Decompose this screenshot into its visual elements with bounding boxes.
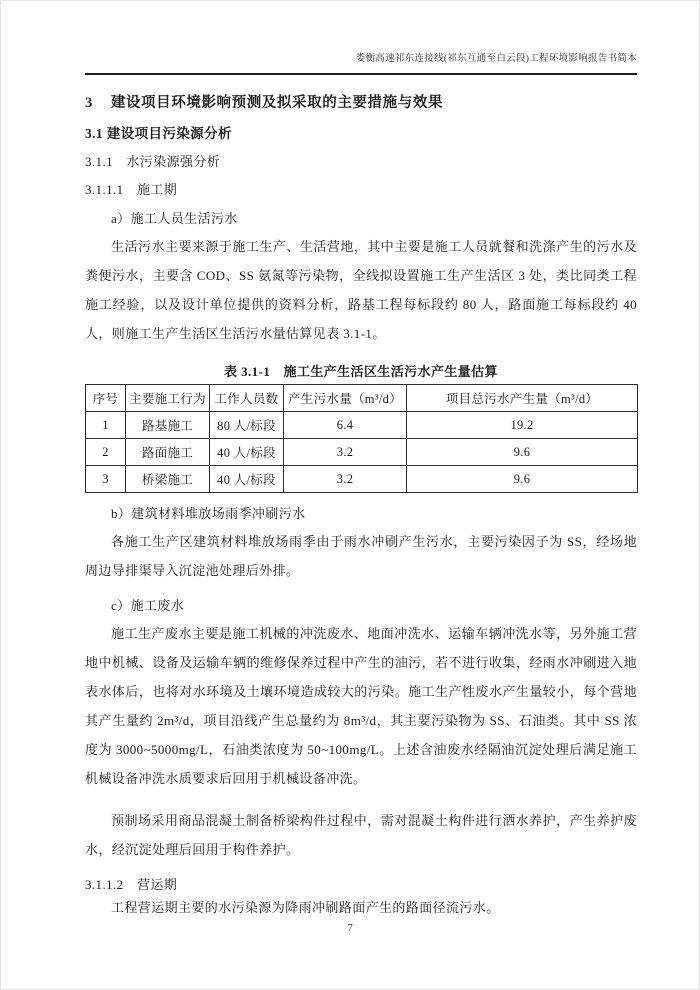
table-header-cell: 产生污水量（m³/d）: [284, 385, 407, 412]
table-cell: 1: [86, 412, 126, 439]
table-cell: 19.2: [407, 412, 638, 439]
heading-chapter-3: [85, 94, 637, 112]
heading-3-1-1-1: 3.1.1.1 施工期: [85, 182, 178, 197]
table-cell: 40 人/标段: [210, 439, 284, 466]
table-cell: 路基施工: [126, 412, 210, 439]
table-caption: 表 3.1-1 施工生产生活区生活污水产生量估算: [224, 364, 498, 379]
table-header-cell: 工作人员数: [210, 385, 284, 412]
table-header-cell: 项目总污水产生量（m³/d）: [407, 385, 638, 412]
table-cell: 3.2: [284, 439, 407, 466]
table-row: [86, 466, 638, 493]
table-header-row: [86, 385, 638, 412]
paragraph-precast-curing: 预制场采用商品混凝土制备桥梁构件过程中，需对混凝土构件进行洒水养护，产生养护废水，经沉淀处理后回用于构件养护。: [85, 813, 637, 857]
table-cell: 40 人/标段: [210, 466, 284, 493]
page-number: 7: [347, 922, 353, 934]
table-row: [86, 412, 638, 439]
table-cell: 2: [86, 439, 126, 466]
paragraph-operation-period: 工程营运期主要的水污染源为降雨冲刷路面产生的路面径流污水。: [111, 900, 500, 915]
running-header: 娄衡高速祁东连接线(祁东互通至白云段)工程环境影响报告书简本: [85, 52, 637, 75]
paragraph-material-stockpile: 各施工生产区建筑材料堆放场雨季由于雨水冲刷产生污水，主要污染因子为 SS，经场地周边导排渠导入沉淀池处理后外排。: [85, 534, 637, 578]
heading-3-1-1: 3.1.1 水污染源强分析: [85, 154, 221, 169]
paragraph-construction-wastewater: 施工生产废水主要是施工机械的冲洗废水、地面冲洗水、运输车辆冲洗水等，另外施工营地中机械、设备及运输车辆的维修保养过程中产生的油污，若不进行收集，经雨水冲刷进入地表水体后，也将对水环境及土壤环境造成较大的污染。施工生产性废水产生量较小，每个营地其产生量约 2m³/d，项目沿线产生总量约为 8m³/d，其主要污染物为 SS、石油类。其中 SS 浓度为 3000~5000mg/L，石油类浓度为 50~100mg/L。上述含油废水经隔油沉淀处理后满足施工机械设备冲洗水质要求后回用于机械设备冲洗。: [85, 626, 637, 786]
heading-3-1: 3.1 建设项目污染源分析: [85, 126, 232, 141]
list-item-c: c）施工废水: [111, 598, 185, 613]
list-item-a: a）施工人员生活污水: [111, 211, 238, 226]
table-cell: 6.4: [284, 412, 407, 439]
table-cell: 桥梁施工: [126, 466, 210, 493]
table-header-cell: 主要施工行为: [126, 385, 210, 412]
heading-chapter-number: 3: [85, 95, 93, 111]
heading-3-1-1-2: 3.1.1.2 营运期: [85, 877, 178, 892]
paragraph-domestic-sewage: 生活污水主要来源于施工生产、生活营地，其中主要是施工人员就餐和洗涤产生的污水及粪便污水，主要含 COD、SS 氨氮等污染物，全线拟设置施工生产生活区 3 处，类比同类工程施工经验，以及设计单位提供的资料分析，路基工程每标段约 80 人，路面施工每标段约 40 人，则施工生产生活区生活污水量估算见表 3.1-1。: [85, 239, 637, 341]
table-header-cell: 序号: [86, 385, 126, 412]
sewage-estimate-table: [85, 384, 638, 493]
table-cell: 9.6: [407, 439, 638, 466]
table-cell: 80 人/标段: [210, 412, 284, 439]
table-cell: 3: [86, 466, 126, 493]
table-cell: 路面施工: [126, 439, 210, 466]
heading-chapter-title: 建设项目环境影响预测及拟采取的主要措施与效果: [110, 95, 444, 111]
table-cell: 9.6: [407, 466, 638, 493]
table-cell: 3.2: [284, 466, 407, 493]
table-row: [86, 439, 638, 466]
list-item-b: b）建筑材料堆放场雨季冲刷污水: [111, 506, 306, 521]
